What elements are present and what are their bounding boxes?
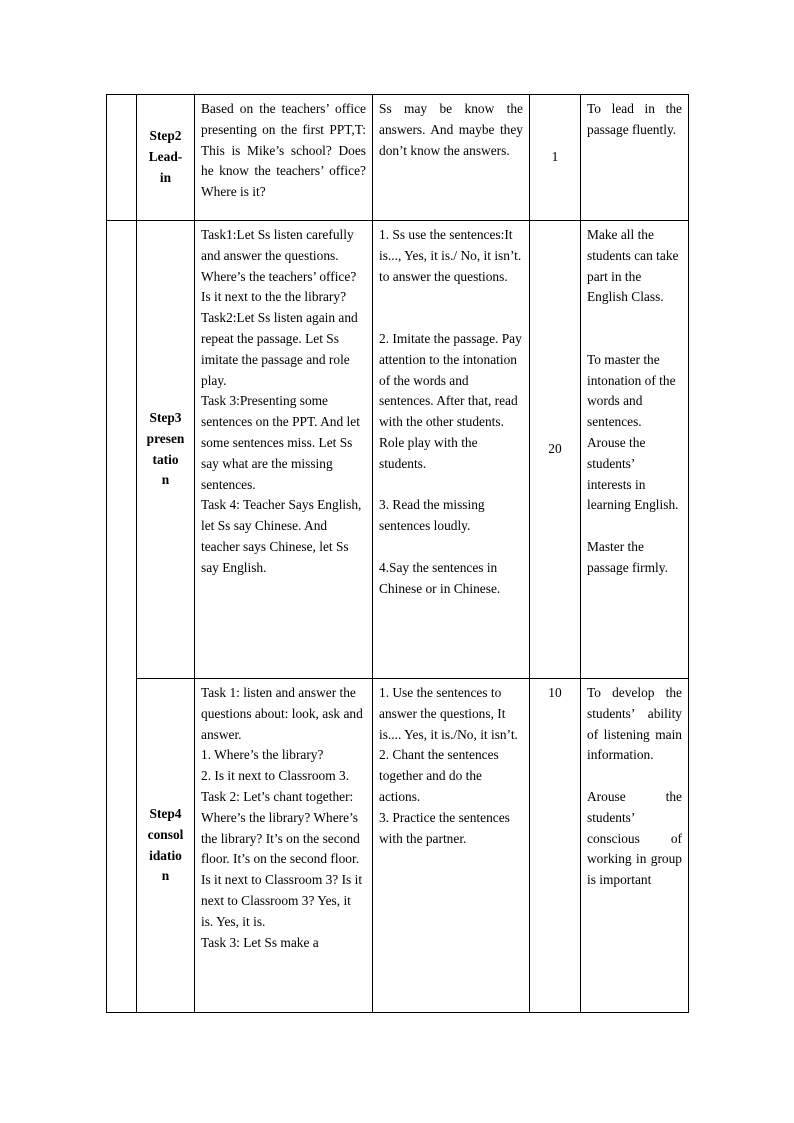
time-text: 20 (548, 441, 562, 457)
students-activity-text: Ss may be know the answers. And maybe they don’t know the answers. (379, 101, 523, 158)
teacher-activity (195, 95, 373, 221)
time-text: 1 (551, 149, 559, 165)
time-cell (530, 95, 581, 221)
students-activity-text: 1. Use the sentences to answer the questions, It is.... Yes, it is./No, it isn’t. 2. Chant the sentences together and do the actions. 3. Practice the sentences with the partner. (379, 685, 518, 846)
table-row (107, 95, 689, 221)
blank-cell (107, 221, 137, 1013)
students-activity (373, 679, 530, 1013)
purpose-cell (581, 679, 689, 1013)
step-text: Step3 presen tatio n (146, 409, 185, 488)
blank-cell (107, 95, 137, 221)
teacher-activity-text: Based on the teachers’ office presenting on the first PPT,T: This is Mike’s school? Does he know the teachers’ office? Where is it? (201, 101, 366, 200)
step-text: Step4 consol idatio n (147, 805, 184, 884)
students-activity (373, 95, 530, 221)
purpose-cell (581, 221, 689, 679)
step-label (137, 679, 195, 1013)
table-row (107, 221, 689, 679)
time-cell (530, 221, 581, 679)
teacher-activity-text: Task1:Let Ss listen carefully and answer the questions. Where’s the teachers’ office? Is it next to the the library? Task2:Let Ss listen again and repeat the passage. Let Ss imitate the passage and role play. Task 3:Presenting some sentences on the PPT. And let some sentences miss. Let Ss say what are the missing sentences. Task 4: Teacher Says English, let Ss say Chinese. And teacher says Chinese, let Ss say English. (201, 227, 362, 575)
teacher-activity (195, 679, 373, 1013)
step-text: Step2 Lead- in (148, 128, 183, 185)
step-label (137, 95, 195, 221)
purpose-text: Make all the students can take part in the English Class. To master the intonation of the words and sentences. Arouse the students’ interests in learning English. Master the passage firmly. (587, 227, 679, 575)
teacher-activity-text: Task 1: listen and answer the questions about: look, ask and answer. 1. Where’s the library? 2. Is it next to Classroom 3. Task 2: Let’s chant together: Where’s the library? Where’s the library? It’s on the second floor. It’s on the second floor. Is it next to Classroom 3? Is it next to Classroom 3? Yes, it is. Yes, it is. Task 3: Let Ss make a (201, 685, 363, 950)
students-activity (373, 221, 530, 679)
time-cell (530, 679, 581, 1013)
lesson-plan-table (106, 94, 689, 1013)
purpose-text: To lead in the passage fluently. (587, 101, 682, 137)
time-text: 10 (548, 685, 562, 700)
purpose-cell (581, 95, 689, 221)
purpose-text: To develop the students’ ability of listening main information. Arouse the students’ conscious of working in group is important (587, 685, 682, 888)
step-label (137, 221, 195, 679)
table-row (107, 679, 689, 1013)
students-activity-text: 1. Ss use the sentences:It is..., Yes, it is./ No, it isn’t. to answer the questions. 2. Imitate the passage. Pay attention to the intonation of the words and sentences. After that, read with the other students. Role play with the students. 3. Read the missing sentences loudly. 4.Say the sentences in Chinese or in Chinese. (379, 227, 522, 596)
teacher-activity (195, 221, 373, 679)
